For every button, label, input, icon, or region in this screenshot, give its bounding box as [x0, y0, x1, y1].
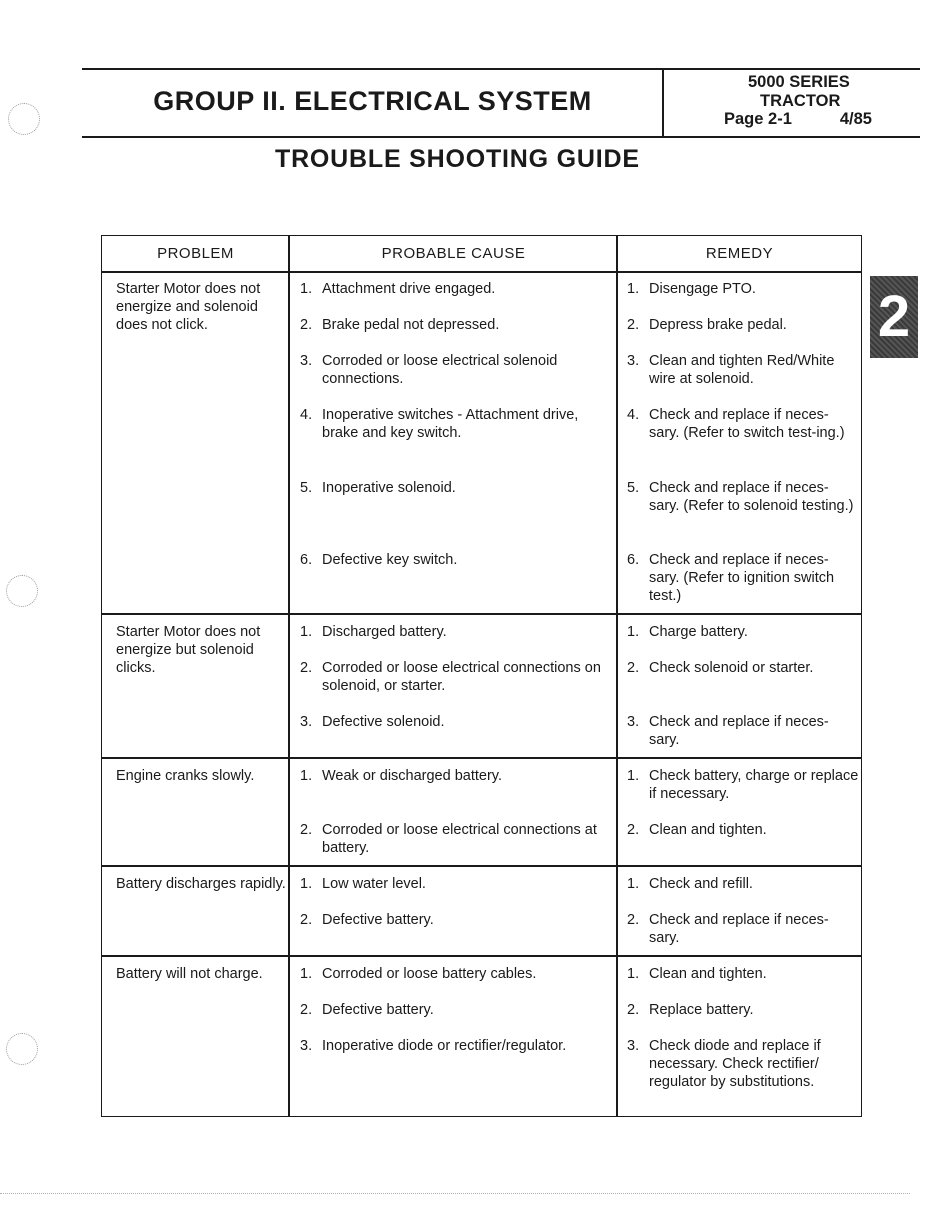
- remedy-item: [627, 821, 859, 839]
- remedy-item: [627, 875, 859, 893]
- remedy-item: [627, 352, 859, 388]
- remedy-item: [627, 280, 859, 298]
- remedy-item: [627, 965, 859, 983]
- item-number: 2.: [627, 660, 640, 676]
- item-number: 4.: [300, 407, 313, 423]
- series-type: TRACTOR: [760, 91, 841, 110]
- remedy-item: [627, 316, 859, 334]
- cause-text: Inoperative solenoid.: [322, 480, 456, 496]
- cause-item: [300, 821, 618, 857]
- remedy-text: Check and replace if neces-sary. (Refer to solenoid testing.): [649, 480, 854, 514]
- item-number: 1.: [627, 966, 640, 982]
- remedy-item: [627, 1001, 859, 1019]
- troubleshooting-table: [101, 235, 862, 1117]
- item-number: 6.: [300, 552, 313, 568]
- cause-item: [300, 551, 618, 569]
- remedy-text: Check and refill.: [649, 876, 753, 892]
- cause-text: Corroded or loose battery cables.: [322, 966, 537, 982]
- item-number: 1.: [627, 281, 640, 297]
- cause-item: [300, 965, 618, 983]
- binder-hole-mark: [6, 1033, 38, 1065]
- item-number: 2.: [300, 1002, 313, 1018]
- page-info: [668, 110, 918, 129]
- item-number: 1.: [300, 966, 313, 982]
- cause-text: Defective solenoid.: [322, 714, 445, 730]
- scan-artifact-line: [0, 1193, 910, 1194]
- cause-text: Weak or discharged battery.: [322, 768, 502, 784]
- cause-item: [300, 767, 618, 785]
- remedy-text: Check and replace if neces-sary. (Refer to switch test-ing.): [649, 407, 845, 441]
- remedy-text: Check solenoid or starter.: [649, 660, 814, 676]
- remedy-text: Check and replace if neces-sary.: [649, 714, 829, 748]
- cause-item: [300, 1037, 618, 1055]
- remedy-text: Check and replace if neces-sary. (Refer to ignition switch test.): [649, 552, 835, 604]
- item-number: 2.: [300, 822, 313, 838]
- column-divider: [288, 236, 290, 1116]
- remedy-item: [627, 551, 859, 605]
- header-divider: [662, 68, 664, 138]
- cause-text: Corroded or loose electrical connections at battery.: [322, 822, 597, 856]
- row-divider: [102, 613, 861, 615]
- row-divider: [102, 757, 861, 759]
- item-number: 1.: [627, 768, 640, 784]
- remedy-text: Check battery, charge or replace if necessary.: [649, 768, 859, 802]
- column-header-remedy: REMEDY: [705, 245, 774, 262]
- remedy-item: [627, 767, 859, 803]
- cause-item: [300, 713, 618, 731]
- cause-text: Defective key switch.: [322, 552, 458, 568]
- item-number: 4.: [627, 407, 640, 423]
- cause-item: [300, 875, 618, 893]
- item-number: 1.: [300, 768, 313, 784]
- item-number: 3.: [300, 1038, 313, 1054]
- series-name: 5000 SERIES: [748, 73, 850, 91]
- cause-text: Defective battery.: [322, 1002, 434, 1018]
- group-title: GROUP II. ELECTRICAL SYSTEM: [153, 86, 592, 116]
- binder-hole-mark: [6, 575, 38, 607]
- cause-item: [300, 352, 618, 388]
- problem-cell: Battery discharges rapidly.: [116, 876, 286, 892]
- item-number: 3.: [300, 353, 313, 369]
- cause-item: [300, 911, 618, 929]
- item-number: 1.: [300, 876, 313, 892]
- item-number: 2.: [300, 660, 313, 676]
- remedy-text: Clean and tighten Red/White wire at solenoid.: [649, 353, 835, 387]
- remedy-text: Check diode and replace if necessary. Check rectifier/ regulator by substitutions.: [649, 1038, 821, 1090]
- cause-item: [300, 1001, 618, 1019]
- item-number: 3.: [627, 1038, 640, 1054]
- series-info: [668, 73, 918, 129]
- remedy-text: Depress brake pedal.: [649, 317, 787, 333]
- item-number: 5.: [627, 480, 640, 496]
- problem-cell: Engine cranks slowly.: [116, 768, 255, 784]
- remedy-item: [627, 911, 859, 947]
- cause-text: Attachment drive engaged.: [322, 281, 496, 297]
- section-tab: 2: [870, 276, 918, 358]
- item-number: 3.: [627, 353, 640, 369]
- item-number: 2.: [627, 822, 640, 838]
- item-number: 6.: [627, 552, 640, 568]
- binder-hole-mark: [8, 103, 40, 135]
- remedy-text: Disengage PTO.: [649, 281, 756, 297]
- item-number: 3.: [300, 714, 313, 730]
- problem-cell: Starter Motor does not energize and solenoid does not click.: [116, 281, 261, 333]
- item-number: 1.: [300, 624, 313, 640]
- cause-item: [300, 659, 618, 695]
- remedy-text: Clean and tighten.: [649, 966, 767, 982]
- cause-item: [300, 406, 618, 442]
- column-header-problem: PROBLEM: [157, 245, 234, 262]
- remedy-item: [627, 1037, 859, 1091]
- cause-text: Inoperative diode or rectifier/regulator.: [322, 1038, 567, 1054]
- remedy-item: [627, 713, 859, 749]
- header-top-rule: [82, 68, 920, 70]
- column-header-cause: PROBABLE CAUSE: [381, 245, 526, 262]
- remedy-text: Check and replace if neces-sary.: [649, 912, 829, 946]
- remedy-item: [627, 659, 859, 677]
- cause-text: Corroded or loose electrical solenoid connections.: [322, 353, 558, 387]
- item-number: 1.: [300, 281, 313, 297]
- item-number: 1.: [627, 624, 640, 640]
- item-number: 3.: [627, 714, 640, 730]
- remedy-text: Charge battery.: [649, 624, 748, 640]
- remedy-item: [627, 479, 859, 515]
- item-number: 2.: [627, 912, 640, 928]
- page-date: 4/85: [839, 110, 872, 128]
- cause-text: Corroded or loose electrical connections on solenoid, or starter.: [322, 660, 601, 694]
- item-number: 2.: [627, 317, 640, 333]
- header-row-divider: [102, 271, 861, 273]
- row-divider: [102, 865, 861, 867]
- problem-cell: Starter Motor does not energize but solenoid clicks.: [116, 624, 261, 676]
- cause-item: [300, 479, 618, 497]
- item-number: 5.: [300, 480, 313, 496]
- cause-text: Defective battery.: [322, 912, 434, 928]
- remedy-item: [627, 623, 859, 641]
- item-number: 2.: [300, 912, 313, 928]
- header-bottom-rule: [82, 136, 920, 138]
- cause-item: [300, 280, 618, 298]
- remedy-text: Replace battery.: [649, 1002, 754, 1018]
- item-number: 2.: [627, 1002, 640, 1018]
- cause-item: [300, 623, 618, 641]
- cause-item: [300, 316, 618, 334]
- cause-text: Inoperative switches - Attachment drive, brake and key switch.: [322, 407, 579, 441]
- cause-text: Brake pedal not depressed.: [322, 317, 500, 333]
- row-divider: [102, 955, 861, 957]
- cause-text: Discharged battery.: [322, 624, 447, 640]
- cause-text: Low water level.: [322, 876, 426, 892]
- problem-cell: Battery will not charge.: [116, 966, 263, 982]
- page-number: Page 2-1: [724, 110, 792, 128]
- guide-title: TROUBLE SHOOTING GUIDE: [275, 145, 640, 173]
- item-number: 1.: [627, 876, 640, 892]
- item-number: 2.: [300, 317, 313, 333]
- remedy-item: [627, 406, 859, 442]
- remedy-text: Clean and tighten.: [649, 822, 767, 838]
